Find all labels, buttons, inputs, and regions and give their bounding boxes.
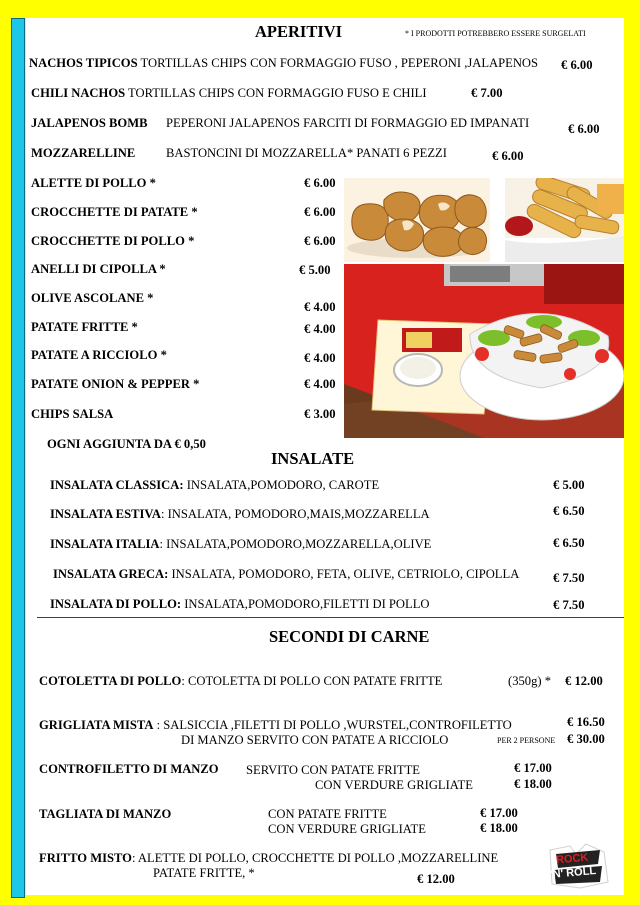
- menu-item-name: OLIVE ASCOLANE *: [31, 291, 154, 305]
- menu-item-price: € 4.00: [304, 300, 336, 314]
- menu-item-name: CROCCHETTE DI POLLO *: [31, 234, 195, 248]
- menu-item-price: € 5.00: [553, 478, 585, 492]
- menu-item-name: JALAPENOS BOMB: [31, 116, 148, 130]
- menu-item-desc: BASTONCINI DI MOZZARELLA* PANATI 6 PEZZI: [166, 146, 447, 160]
- menu-item-price: € 12.00: [417, 872, 455, 886]
- menu-item-price: € 5.00: [299, 263, 331, 277]
- menu-item-price: € 6.00: [568, 122, 600, 136]
- extra-note: OGNI AGGIUNTA DA € 0,50: [47, 437, 206, 451]
- menu-item: INSALATA CLASSICA: INSALATA,POMODORO, CAROTE: [50, 478, 380, 492]
- section-divider: [37, 617, 624, 618]
- menu-item-desc: CON VERDURE GRIGLIATE: [315, 778, 473, 792]
- menu-item: CHILI NACHOS TORTILLAS CHIPS CON FORMAGGIO FUSO E CHILI: [31, 86, 427, 100]
- menu-item: COTOLETTA DI POLLO: COTOLETTA DI POLLO CON PATATE FRITTE: [39, 674, 443, 688]
- menu-item-price: € 7.00: [471, 86, 503, 100]
- menu-item-name: PATATE A RICCIOLO *: [31, 348, 167, 362]
- menu-item-price: € 7.50: [553, 571, 585, 585]
- section-title-aperitivi: APERITIVI: [255, 22, 343, 41]
- menu-item-price: € 17.00: [514, 761, 552, 775]
- menu-item: FRITTO MISTO: ALETTE DI POLLO, CROCCHETTE DI POLLO ,MOZZARELLINE: [39, 851, 499, 865]
- menu-item-price: € 18.00: [480, 821, 518, 835]
- menu-item-note: PER 2 PERSONE: [497, 736, 556, 745]
- section-title-insalate: INSALATE: [271, 449, 355, 468]
- rock-n-roll-logo: ROCK 'N' ROLL: [546, 842, 610, 890]
- menu-item-price: € 30.00: [567, 732, 605, 746]
- menu-item-price: € 6.00: [304, 234, 336, 248]
- menu-item-price: € 4.00: [304, 351, 336, 365]
- menu-item-name: PATATE ONION & PEPPER *: [31, 377, 200, 391]
- menu-item-price: € 6.50: [553, 536, 585, 550]
- menu-item-name: ALETTE DI POLLO *: [31, 176, 156, 190]
- menu-item: NACHOS TIPICOS TORTILLAS CHIPS CON FORMAGGIO FUSO , PEPERONI ,JALAPENOS: [29, 56, 539, 70]
- chicken-salad-photo: [344, 264, 624, 438]
- menu-item: INSALATA ESTIVA: INSALATA, POMODORO,MAIS,MOZZARELLA: [50, 507, 430, 521]
- menu-item-price: € 4.00: [304, 377, 336, 391]
- menu-item-price: € 16.50: [567, 715, 605, 729]
- menu-item: INSALATA ITALIA: INSALATA,POMODORO,MOZZARELLA,OLIVE: [50, 537, 432, 551]
- menu-item-price: € 6.00: [304, 176, 336, 190]
- menu-item-price: € 7.50: [553, 598, 585, 612]
- section-title-secondi: SECONDI DI CARNE: [269, 627, 430, 646]
- menu-item-weight: (350g) *: [508, 674, 552, 688]
- menu-item-name: ANELLI DI CIPOLLA *: [31, 262, 166, 276]
- menu-item-name: CHIPS SALSA: [31, 407, 114, 421]
- menu-item-desc: DI MANZO SERVITO CON PATATE A RICCIOLO: [181, 733, 449, 747]
- mozzarella-sticks-photo: [505, 178, 624, 262]
- menu-item: GRIGLIATA MISTA : SALSICCIA ,FILETTI DI POLLO ,WURSTEL,CONTROFILETTO: [39, 718, 512, 732]
- frozen-products-note: * I PRODOTTI POTREBBERO ESSERE SURGELATI: [405, 29, 586, 38]
- menu-item-name: PATATE FRITTE *: [31, 320, 138, 334]
- menu-item-price: € 4.00: [304, 322, 336, 336]
- menu-item-desc: PATATE FRITTE, *: [153, 866, 255, 880]
- menu-item-price: € 17.00: [480, 806, 518, 820]
- menu-item-price: € 6.00: [304, 205, 336, 219]
- menu-item-name: MOZZARELLINE: [31, 146, 136, 160]
- menu-item-price: € 12.00: [565, 674, 603, 688]
- menu-item-price: € 6.50: [553, 504, 585, 518]
- menu-item-name: TAGLIATA DI MANZO: [39, 807, 172, 821]
- menu-item-name: CONTROFILETTO DI MANZO: [39, 762, 219, 776]
- menu-item-desc: SERVITO CON PATATE FRITTE: [246, 763, 420, 777]
- menu-item: INSALATA DI POLLO: INSALATA,POMODORO,FILETTI DI POLLO: [50, 597, 430, 611]
- menu-item-desc: CON VERDURE GRIGLIATE: [268, 822, 426, 836]
- menu-item: INSALATA GRECA: INSALATA, POMODORO, FETA, OLIVE, CETRIOLO, CIPOLLA: [53, 567, 520, 581]
- menu-item-price: € 6.00: [561, 58, 593, 72]
- chicken-nuggets-photo: [344, 178, 490, 262]
- menu-item-desc: CON PATATE FRITTE: [268, 807, 387, 821]
- menu-item-desc: PEPERONI JALAPENOS FARCITI DI FORMAGGIO ED IMPANATI: [166, 116, 530, 130]
- menu-item-price: € 6.00: [492, 149, 524, 163]
- menu-item-name: CROCCHETTE DI PATATE *: [31, 205, 198, 219]
- menu-item-price: € 3.00: [304, 407, 336, 421]
- left-accent-bar: [11, 18, 25, 898]
- menu-item-price: € 18.00: [514, 777, 552, 791]
